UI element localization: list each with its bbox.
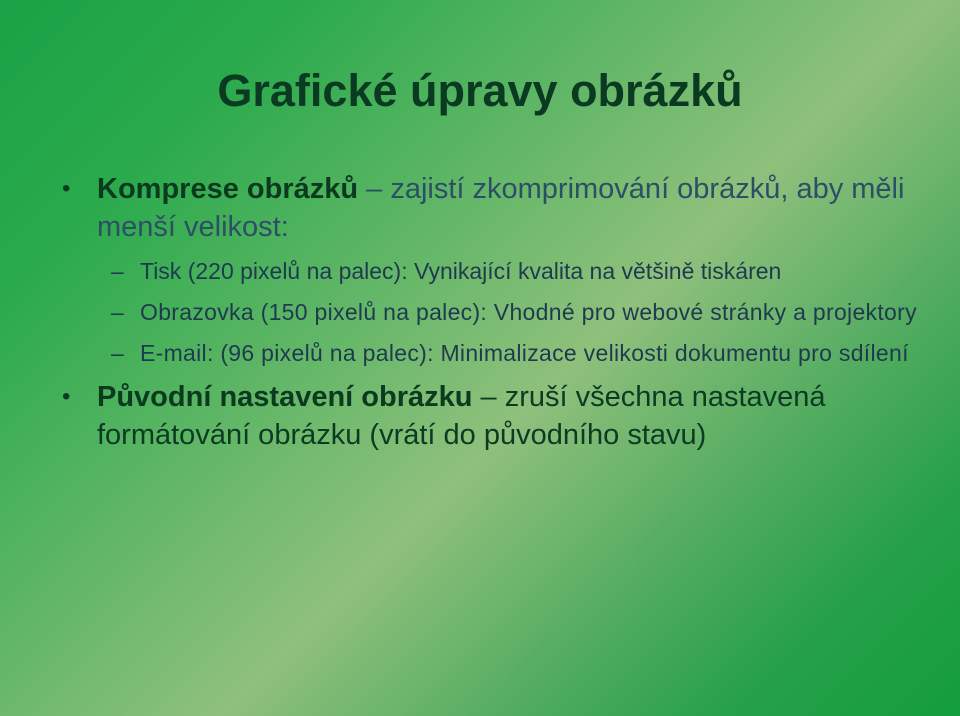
- bullet-komprese: [60, 170, 930, 246]
- bullet-puvodni: [60, 378, 930, 454]
- slide-content: [60, 170, 930, 454]
- sub-item-text: E-mail: (96 pixelů na palec): Minimalizace velikosti dokumentu pro sdílení: [140, 340, 909, 366]
- bullet-dot-icon: •: [62, 175, 71, 202]
- dash-icon: –: [111, 340, 125, 366]
- dash-icon: –: [111, 258, 124, 284]
- sub-item-text: Tisk (220 pixelů na palec): Vynikající kvalita na většině tiskáren: [140, 258, 782, 284]
- sub-item-text: Obrazovka (150 pixelů na palec): Vhodné pro webové stránky a projektory: [140, 299, 917, 325]
- sub-item-obrazovka: [60, 296, 930, 328]
- bullet-komprese-text: – zajistí zkomprimování obrázků, aby měli menší velikost:: [97, 173, 905, 243]
- sub-list: [60, 255, 930, 369]
- slide-title: Grafické úpravy obrázků: [217, 65, 743, 116]
- bullet-puvodni-text: – zruší všechna nastavená formátování obrázku (vrátí do původního stavu): [97, 381, 826, 451]
- bullet-puvodni-bold: Původní nastavení obrázku: [97, 381, 473, 413]
- bullet-dot-icon: •: [62, 383, 71, 410]
- bullet-komprese-bold: Komprese obrázků: [97, 173, 359, 205]
- sub-item-email: [60, 337, 930, 369]
- sub-item-tisk: [60, 255, 930, 287]
- dash-icon: –: [111, 299, 125, 325]
